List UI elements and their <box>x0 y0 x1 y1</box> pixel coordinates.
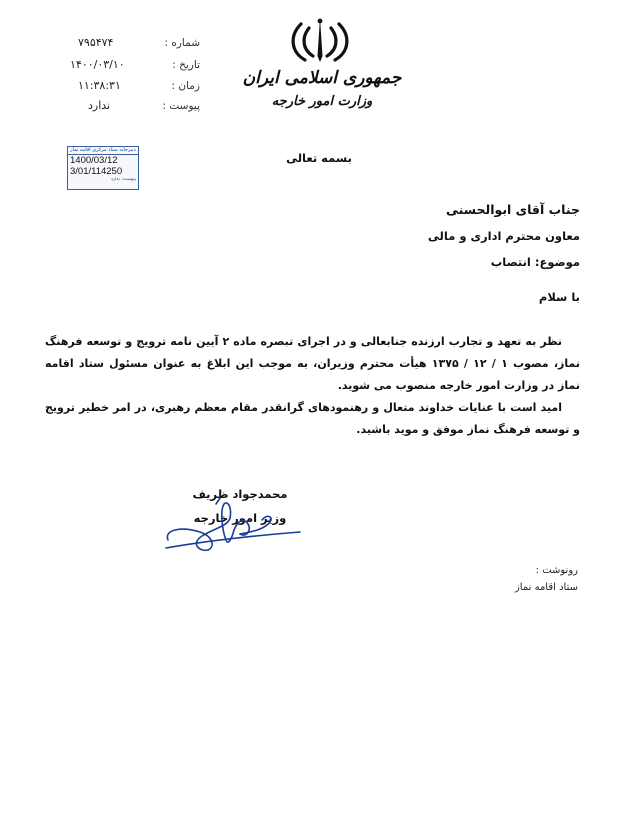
org-name: جمهوری اسلامی ایران <box>242 68 402 88</box>
meta-attachment-value: ندارد <box>88 99 111 112</box>
stamp-date: 1400/03/12 <box>70 155 118 166</box>
greeting: با سلام <box>538 290 580 304</box>
meta-time-value: ۱۱:۳۸:۳۱ <box>78 79 121 92</box>
meta-number-value: ۷۹۵۴۷۴ <box>78 36 114 49</box>
basmala-heading: بسمه تعالی <box>286 151 352 165</box>
meta-date-label: تاریخ : <box>172 59 200 71</box>
signatory-name: محمدجواد ظریف <box>192 487 288 501</box>
stamp-header: دبیرخانه ستاد مرکزی اقامه نماز <box>68 147 138 155</box>
handwritten-signature <box>160 490 305 555</box>
letter-body <box>45 331 580 441</box>
body-paragraph-1: نظر به تعهد و تجارب ارزنده جنابعالی و در اجرای تبصره ماده ۲ آیین نامه ترویج و توسعه فرهنگ نماز، مصوب ۱ / ۱۲ / ۱۳۷۵ هیأت محترم وزیران، به موجب این ابلاغ به عنوان مسئول ستاد اقامه نماز در وزارت امور خارجه منصوب می شوید. <box>45 335 580 392</box>
body-paragraph-2: امید است با عنایات خداوند متعال و رهنمودهای گرانقدر مقام معظم رهبری، در امر خطیر ترویج و توسعه فرهنگ نماز موفق و موید باشید. <box>45 401 580 436</box>
letter-subject: موضوع: انتصاب <box>490 255 580 269</box>
ministry-name: وزارت امور خارجه <box>271 94 373 109</box>
recipient-title: معاون محترم اداری و مالی <box>427 229 580 243</box>
signatory-title: وزیر امور خارجه <box>193 511 287 525</box>
meta-number-label: شماره : <box>164 37 200 49</box>
stamp-footer: پیوست: ندارد <box>110 177 136 182</box>
iran-emblem-icon <box>285 16 355 66</box>
cc-label: رونوشت : <box>535 565 578 576</box>
cc-recipient: ستاد اقامه نماز <box>514 582 578 593</box>
meta-attachment-label: پیوست : <box>162 100 200 112</box>
meta-date-value: ۱۴۰۰/۰۳/۱۰ <box>70 58 125 71</box>
meta-time-label: زمان : <box>171 80 200 92</box>
recipient-name: جناب آقای ابوالحسنی <box>446 202 580 217</box>
stamp-number: 3/01/114250 <box>70 166 123 177</box>
